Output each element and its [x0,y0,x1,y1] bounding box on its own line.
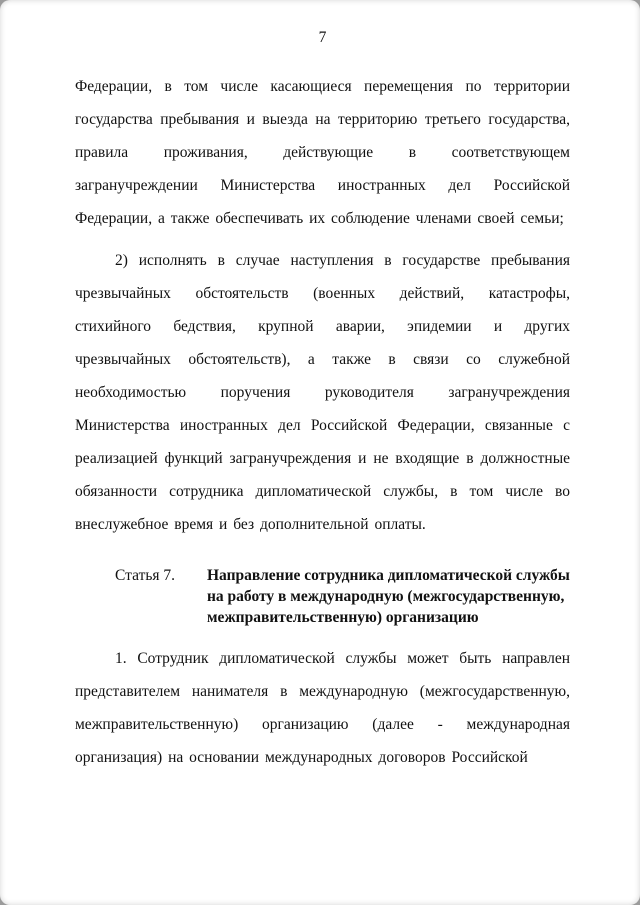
article-title: Направление сотрудника дипломатической службы на работу в международную (межгосударственную, межправительственную) организацию [207,567,570,626]
paragraph-continuation: Федерации, в том числе касающиеся перемещения по территории государства пребывания и выезда на территорию третьего государства, правила проживания, действующие в соответствующем загранучреждении Министерства иностранных дел Российской Федерации, а также обеспечивать их соблюдение членами своей семьи; [75,78,570,227]
article-number-label: Статья 7. [115,567,176,584]
paragraph-point-1: 1. Сотрудник дипломатической службы может быть направлен представителем нанимателя в международную (межгосударственную, межправительственную) организацию (далее - международная организация) на основании международных договоров Российской [75,650,570,766]
page-number: 7 [318,29,327,46]
paragraph-item-2: 2) исполнять в случае наступления в государстве пребывания чрезвычайных обстоятельств (военных действий, катастрофы, стихийного бедствия, крупной аварии, эпидемии и других чрезвычайных обстоятельств), а также в связи со служебной необходимостью поручения руководителя загранучреждения Министерства иностранных дел Российской Федерации, связанные с реализацией функций загранучреждения и не входящие в должностные обязанности сотрудника дипломатической службы, в том числе во внеслужебное время и без дополнительной оплаты. [75,252,570,533]
article-heading [75,565,570,628]
